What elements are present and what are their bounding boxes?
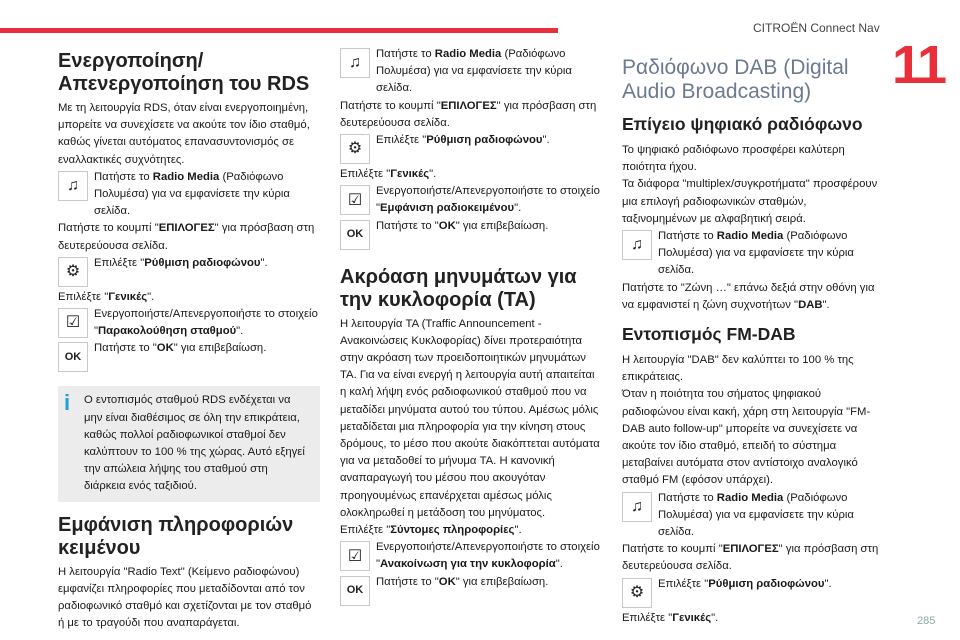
step-radio-media: ♫ Πατήστε το Radio Media (Ραδιόφωνο Πολυμέσα) για να εμφανίσετε την κύρια σελίδα. bbox=[58, 169, 320, 221]
heading-terrestrial: Επίγειο ψηφιακό ραδιόφωνο bbox=[622, 114, 863, 134]
page-number: 285 bbox=[917, 615, 936, 627]
step-radio-media: ♫ Πατήστε το Radio Media (Ραδιόφωνο Πολυμέσα) για να εμφανίσετε την κύρια σελίδα. bbox=[622, 228, 884, 280]
checkbox-icon: ☑ bbox=[58, 308, 88, 338]
step-toggle-tracking: ☑ Ενεργοποιήστε/Απενεργοποιήστε το στοιχείο "Παρακολούθηση σταθμού". bbox=[58, 306, 320, 340]
music-note-icon: ♫ bbox=[340, 48, 370, 78]
heading-ta: Ακρόαση μηνυμάτων για την κυκλοφορία (TA) bbox=[340, 265, 577, 311]
ok-button-icon: OK bbox=[340, 576, 370, 606]
header-accent-bar bbox=[0, 28, 558, 33]
step-toggle-traffic: ☑ Ενεργοποιήστε/Απενεργοποιήστε το στοιχείο "Ανακοίνωση για την κυκλοφορία". bbox=[340, 539, 602, 573]
info-text: Ο εντοπισμός σταθμού RDS ενδέχεται να μην είναι διαθέσιμος σε όλη την επικράτεια, καθώς πολλοί ραδιοφωνικοί σταθμοί δεν καλύπτουν το 100 % της χώρας. Αυτό εξηγεί την απώλεια λήψης του σταθμού στη διάρκεια ενός ταξιδιού. bbox=[84, 394, 305, 493]
header-title: CITROËN Connect Nav bbox=[753, 21, 880, 35]
step-general: Επιλέξτε "Γενικές". bbox=[622, 611, 719, 624]
info-box bbox=[58, 386, 320, 501]
step-ok: OK Πατήστε το "OK" για επιβεβαίωση. bbox=[340, 218, 602, 252]
step-options: Πατήστε το κουμπί "ΕΠΙΛΟΓΕΣ" για πρόσβαση στη δευτερεύουσα σελίδα. bbox=[58, 222, 315, 252]
dab-quality: Το ψηφιακό ραδιόφωνο προσφέρει καλύτερη ποιότητα ήχου. bbox=[622, 144, 845, 174]
music-note-icon: ♫ bbox=[622, 230, 652, 260]
rds-intro: Με τη λειτουργία RDS, όταν είναι ενεργοποιημένη, μπορείτε να συνεχίσετε να ακούτε τον ίδιο σταθμό, καθώς γίνεται αυτόματος επανασυντονισμός σε εναλλακτικές συχνότητες. bbox=[58, 102, 310, 166]
chapter-marker bbox=[892, 35, 952, 95]
info-icon: i bbox=[64, 390, 71, 416]
step-short-info: Επιλέξτε "Σύντομες πληροφορίες". bbox=[340, 524, 522, 537]
step-radio-media: ♫ Πατήστε το Radio Media (Ραδιόφωνο Πολυμέσα) για να εμφανίσετε την κύρια σελίδα. bbox=[340, 46, 602, 98]
step-options: Πατήστε το κουμπί "ΕΠΙΛΟΓΕΣ" για πρόσβαση στη δευτερεύουσα σελίδα. bbox=[622, 543, 879, 573]
step-radio-settings: ⚙ Επιλέξτε "Ρύθμιση ραδιοφώνου". bbox=[340, 132, 602, 166]
step-general: Επιλέξτε "Γενικές". bbox=[58, 290, 155, 303]
step-options: Πατήστε το κουμπί "ΕΠΙΛΟΓΕΣ" για πρόσβαση στη δευτερεύουσα σελίδα. bbox=[340, 99, 597, 129]
step-ok: OK Πατήστε το "OK" για επιβεβαίωση. bbox=[340, 574, 602, 608]
column-1 bbox=[58, 46, 320, 632]
heading-radio-text: Εμφάνιση πληροφοριών κειμένου bbox=[58, 513, 294, 559]
ok-button-icon: OK bbox=[340, 220, 370, 250]
fm-dab-coverage: Η λειτουργία "DAB" δεν καλύπτει το 100 % της επικράτειας. bbox=[622, 354, 854, 384]
step-toggle-radiotext: ☑ Ενεργοποιήστε/Απενεργοποιήστε το στοιχείο "Εμφάνιση ραδιοκειμένου". bbox=[340, 183, 602, 217]
column-3 bbox=[622, 46, 884, 627]
ta-intro: Η λειτουργία TA (Traffic Announcement - Ανακοινώσεις Κυκλοφορίας) δίνει προτεραιότητα στην ακρόαση των προειδοποιητικών μηνυμάτων TA. Για να είναι ενεργή η λειτουργία αυτή απαιτείται η καλή λήψη ενός ραδιοφωνικού σταθμού που να μεταδίδει μηνύματα αυτού του τύπου. Αμέσως μόλις μεταδίδεται μια πληροφορία για την κίνηση στους δρόμους, το μέσο που ακούτε διακόπτεται αυτόματα για να μεταδοθεί το μήνυμα TA. Η κανονική αναπαραγωγή του μέσου που ακουγόταν προηγουμένως επανέρχεται αμέσως μόλις ολοκληρωθεί η μετάδοση του μηνύματος. bbox=[340, 317, 600, 519]
radio-settings-icon: ⚙ bbox=[340, 134, 370, 164]
chapter-number: 11 bbox=[892, 35, 946, 95]
checkbox-icon: ☑ bbox=[340, 541, 370, 571]
step-radio-settings: ⚙ Επιλέξτε "Ρύθμιση ραδιοφώνου". bbox=[622, 576, 884, 610]
ok-button-icon: OK bbox=[58, 342, 88, 372]
radio-text-intro: Η λειτουργία "Radio Text" (Κείμενο ραδιοφώνου) εμφανίζει πληροφορίες που μεταδίδονται από τον ραδιοφωνικό σταθμό και σχετίζονται με τον σταθμό ή με το τραγούδι που αναπαράγεται. bbox=[58, 565, 312, 630]
step-ok: OK Πατήστε το "OK" για επιβεβαίωση. bbox=[58, 340, 320, 374]
fm-dab-followup: Όταν η ποιότητα του σήματος ψηφιακού ραδιοφώνου είναι κακή, χάρη στη λειτουργία "FM-DAB auto follow-up" μπορείτε να συνεχίσετε να ακούτε τον ίδιο σταθμό, επειδή το σύστημα μεταβαίνει αυτόματα στον αντίστοιχο αναλογικό σταθμό FM (εφόσον υπάρχει). bbox=[622, 388, 871, 487]
heading-rds: Ενεργοποίηση/ Απενεργοποίηση του RDS bbox=[58, 50, 310, 95]
step-radio-settings: ⚙ Επιλέξτε "Ρύθμιση ραδιοφώνου". bbox=[58, 255, 320, 289]
dab-multiplex: Τα διάφορα "multiplex/συγκροτήματα" προσφέρουν μια επιλογή ραδιοφωνικών σταθμών, ταξινομημένων με αλφαβητική σειρά. bbox=[622, 178, 878, 225]
column-2 bbox=[340, 46, 602, 608]
step-radio-media-2: ♫ Πατήστε το Radio Media (Ραδιόφωνο Πολυμέσα) για να εμφανίσετε την κύρια σελίδα. bbox=[622, 490, 884, 542]
heading-fm-dab: Εντοπισμός FM-DAB bbox=[622, 324, 796, 345]
radio-settings-icon: ⚙ bbox=[58, 257, 88, 287]
music-note-icon: ♫ bbox=[58, 171, 88, 201]
step-band: Πατήστε το "Ζώνη …" επάνω δεξιά στην οθόνη για να εμφανιστεί η ζώνη συχνοτήτων "DAB". bbox=[622, 281, 875, 311]
checkbox-icon: ☑ bbox=[340, 185, 370, 215]
radio-settings-icon: ⚙ bbox=[622, 578, 652, 608]
step-general: Επιλέξτε "Γενικές". bbox=[340, 168, 437, 181]
heading-dab: Ραδιόφωνο DAB (Digital Audio Broadcasting) bbox=[622, 56, 849, 103]
music-note-icon: ♫ bbox=[622, 492, 652, 522]
